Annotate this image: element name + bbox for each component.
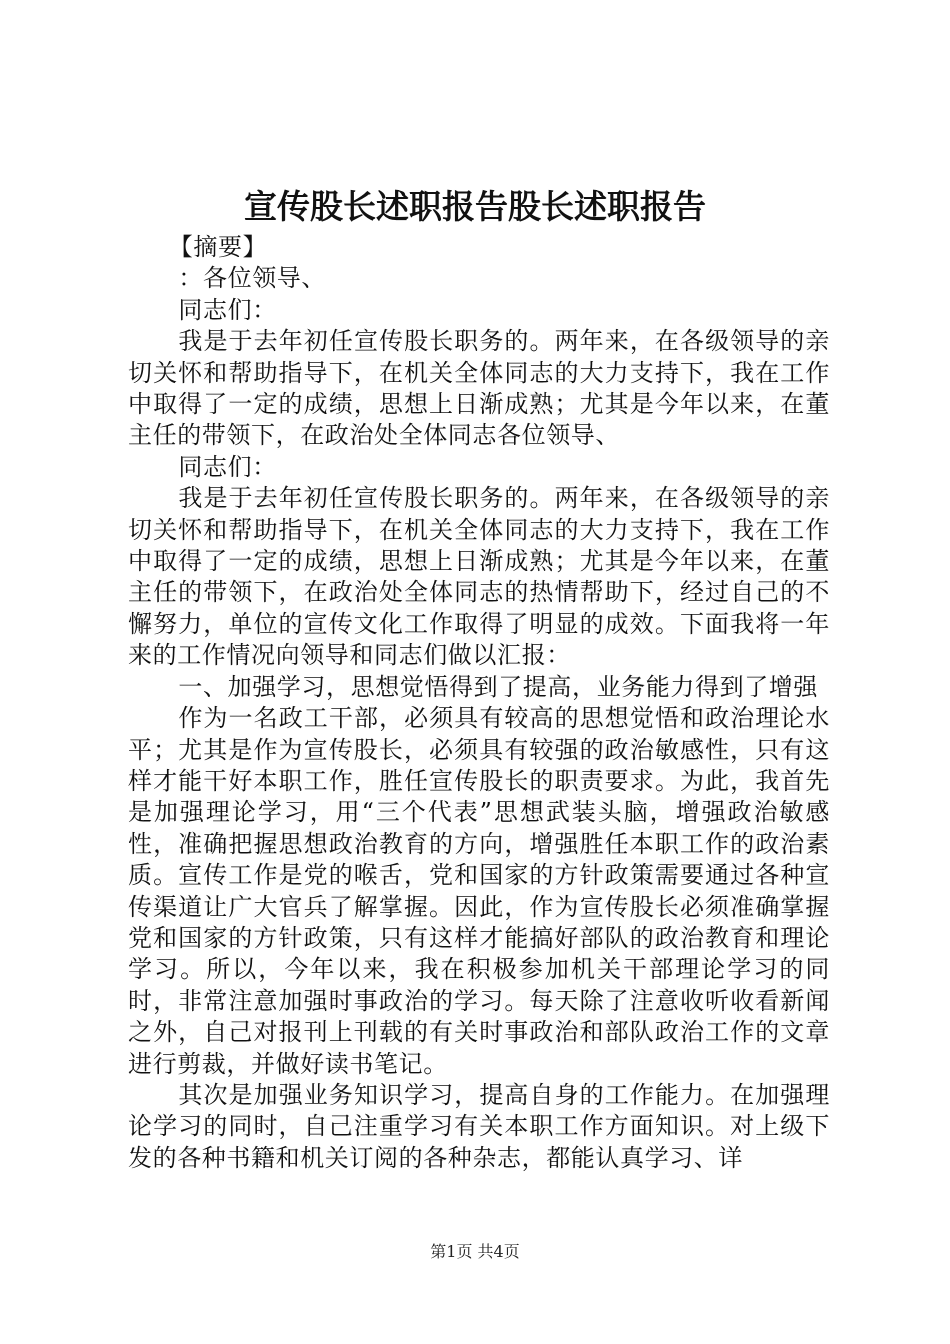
page-footer: 第1页 共4页	[430, 1242, 520, 1261]
abstract-heading: 【摘要】	[168, 233, 268, 261]
body-paragraph: 其次是加强业务知识学习，提高自身的工作能力。在加强理论学习的同时，自己注重学习有关本职工作方面知识。对上级下发的各种书籍和机关订阅的各种杂志，都能认真学习、详	[128, 1080, 830, 1172]
body-paragraph: 我是于去年初任宣传股长职务的。两年来，在各级领导的亲切关怀和帮助指导下，在机关全体同志的大力支持下，我在工作中取得了一定的成绩，思想上日渐成熟；尤其是今年以来，在董主任的带领下，在政治处全体同志的热情帮助下，经过自己的不懈努力，单位的宣传文化工作取得了明显的成效。下面我将一年来的工作情况向领导和同志们做以汇报：	[128, 484, 830, 670]
section-heading: 一、加强学习，思想觉悟得到了提高，业务能力得到了增强	[178, 672, 818, 701]
body-paragraph: 我是于去年初任宣传股长职务的。两年来，在各级领导的亲切关怀和帮助指导下，在机关全体同志的大力支持下，我在工作中取得了一定的成绩，思想上日渐成熟；尤其是今年以来，在董主任的带领下，在政治处全体同志各位领导、	[128, 327, 830, 450]
salutation-leaders: ：各位领导、	[178, 264, 326, 293]
document-title: 宣传股长述职报告股长述职报告	[244, 187, 706, 226]
salutation-comrades: 同志们：	[178, 452, 277, 481]
body-paragraph: 作为一名政工干部，必须具有较高的思想觉悟和政治理论水平；尤其是作为宣传股长，必须具有较强的政治敏感性，只有这样才能干好本职工作，胜任宣传股长的职责要求。为此，我首先是加强理论学习，用“三个代表”思想武装头脑，增强政治敏感性，准确把握思想政治教育的方向，增强胜任本职工作的政治素质。宣传工作是党的喉舌，党和国家的方针政策需要通过各种宣传渠道让广大官兵了解掌握。因此，作为宣传股长必须准确掌握党和国家的方针政策，只有这样才能搞好部队的政治教育和理论学习。所以，今年以来，我在积极参加机关干部理论学习的同时，非常注意加强时事政治的学习。每天除了注意收听收看新闻之外，自己对报刊上刊载的有关时事政治和部队政治工作的文章进行剪裁，并做好读书笔记。	[128, 704, 830, 1078]
document-body	[128, 232, 830, 1174]
salutation-comrades: 同志们：	[178, 295, 277, 324]
